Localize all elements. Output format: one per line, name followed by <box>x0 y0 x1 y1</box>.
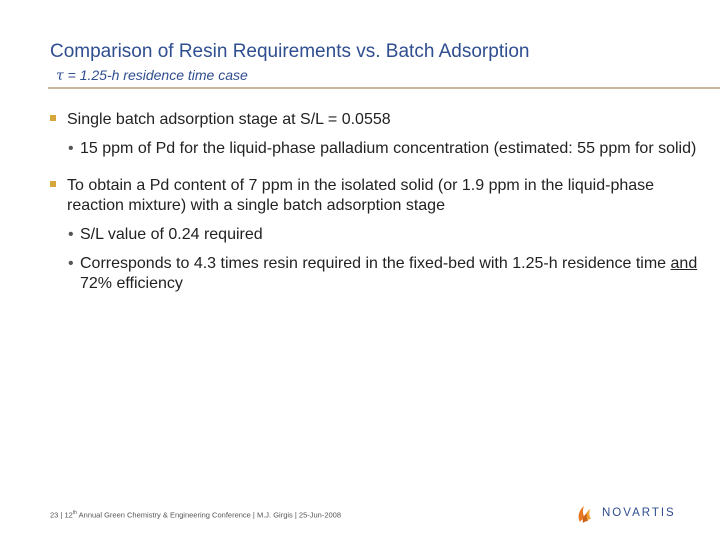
novartis-flame-icon <box>574 502 596 524</box>
bullet-2-sub-1-text: S/L value of 0.24 required <box>80 226 263 243</box>
square-bullet-icon <box>50 115 56 121</box>
bullet-2-sub-2-text: Corresponds to 4.3 times resin required in the fixed-bed with 1.25-h residence time and 72% efficiency <box>80 255 698 292</box>
bullet-2 <box>50 176 710 216</box>
bullet-2-sub-2 <box>50 254 710 294</box>
bullet-1-text: Single batch adsorption stage at S/L = 0.0558 <box>67 111 391 128</box>
dot-bullet-icon: • <box>68 255 74 272</box>
slide-title: Comparison of Resin Requirements vs. Batch Adsorption <box>50 41 530 62</box>
slide-body <box>50 110 710 294</box>
bullet-1-sub-1 <box>50 139 710 159</box>
novartis-logo <box>574 502 676 524</box>
slide-subtitle <box>56 67 248 84</box>
subtitle-text: = 1.25-h residence time case <box>63 67 248 83</box>
bullet-2-sub-1 <box>50 225 710 245</box>
slide-footer: 23 | 12th Annual Green Chemistry & Engineering Conference | M.J. Girgis | 25-Jun-2008 <box>50 510 342 520</box>
bullet-1 <box>50 110 710 130</box>
dot-bullet-icon: • <box>68 140 74 157</box>
tau-symbol: τ <box>56 68 64 84</box>
novartis-wordmark: NOVARTIS <box>602 507 676 519</box>
bullet-2-text: To obtain a Pd content of 7 ppm in the isolated solid (or 1.9 ppm in the liquid-phase reaction mixture) with a single batch adsorption stage <box>67 177 655 214</box>
bullet-1-sub-1-text: 15 ppm of Pd for the liquid-phase palladium concentration (estimated: 55 ppm for solid) <box>80 140 697 157</box>
title-divider <box>48 87 720 89</box>
square-bullet-icon <box>50 181 56 187</box>
underlined-and: and <box>670 255 698 272</box>
dot-bullet-icon: • <box>68 226 74 243</box>
